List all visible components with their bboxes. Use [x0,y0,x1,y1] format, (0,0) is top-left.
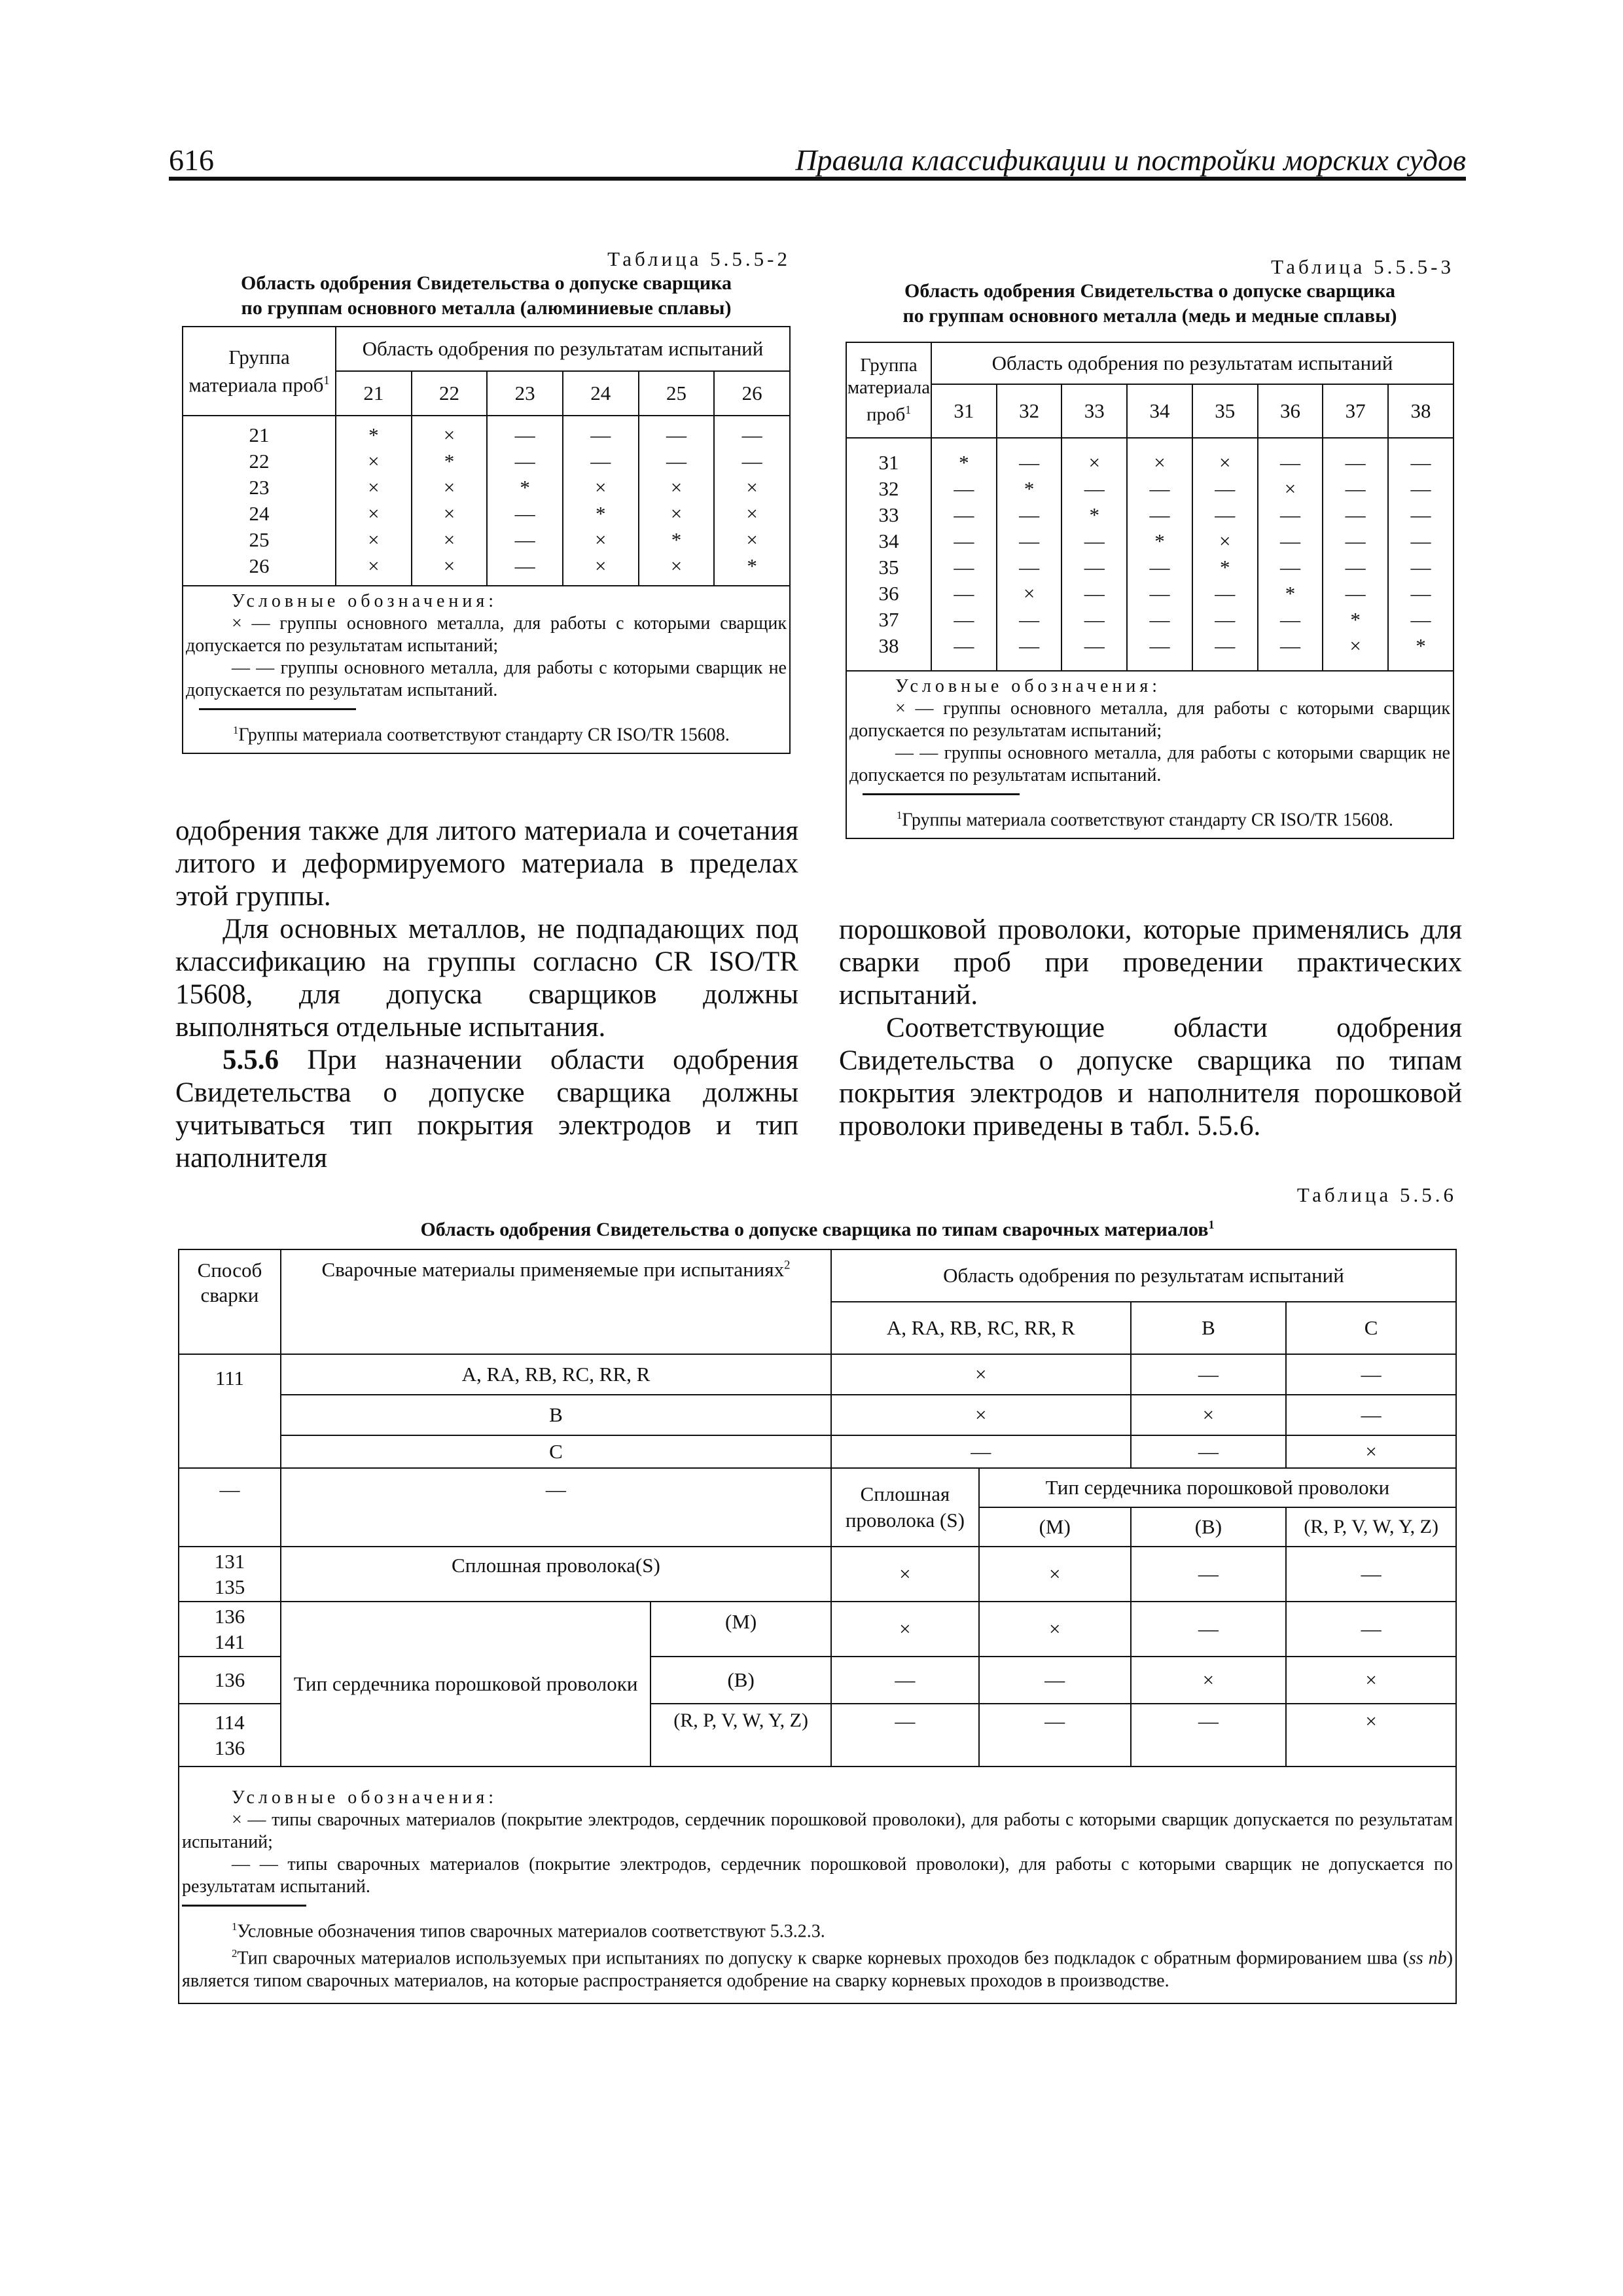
paragraph: Для основных металлов, не подпадающих под классификацию на группы согласно CR ISO/TR 15608, для допуска сварщиков должны выполняться отдельные испытания. [175,914,798,1043]
cell: — [1345,451,1366,474]
method-header: Способ сварки [179,1249,281,1354]
cell: * [368,423,379,446]
cell: × [1131,1657,1287,1704]
cell: * [1219,556,1230,579]
cell: × [670,502,683,525]
cell: — [1084,582,1105,605]
solid-wire-header: Сплошная проволока (S) [831,1468,979,1547]
value-column [714,416,790,586]
cell: — [1286,1395,1456,1435]
cell: * [596,502,606,525]
cell: — [954,556,974,579]
value-column [997,438,1062,671]
group-column [183,416,336,586]
core-sub-m: (M) [651,1602,831,1657]
cell: × [1286,1657,1456,1704]
core-col-rest: (R, P, V, W, Y, Z) [1286,1507,1456,1547]
cell: × [670,554,683,577]
legend-dash: — — группы основного металла, для работы с которыми сварщик не допускается по результатам испытаний. [186,658,787,700]
cell: — [1345,477,1366,500]
cell: — [1410,608,1431,631]
paragraph: одобрения также для литого материала и сочетания литого и деформируемого материала в пределах этой группы. [175,816,798,912]
group-label: 33 [878,503,899,526]
column-header: 36 [1258,384,1323,438]
core-sub-rest: (R, P, V, W, Y, Z) [651,1704,831,1767]
value-column [1192,438,1258,671]
cell: — [1345,556,1366,579]
cell: × [443,476,455,499]
approval-table-copper [846,342,1454,839]
cell: * [520,476,530,499]
group-label: 24 [249,502,270,525]
cell: × [443,502,455,525]
running-title: Правила классификации и постройки морских судов [795,143,1466,177]
cell: — [1286,1547,1456,1602]
cell: × [746,476,758,499]
cell: — [1149,608,1170,631]
cell: × [831,1602,979,1657]
approval-area-header: Область одобрения по результатам испытаний [831,1249,1456,1302]
cell: — [1410,556,1431,579]
cell: * [444,450,455,473]
value-column [931,438,997,671]
paragraph: Соответствующие области одобрения Свидетельства о допуске сварщика по типам покрытия электродов и наполнителя порошковой проволоки приведены в табл. 5.5.6. [839,1013,1462,1141]
value-column [1258,438,1323,671]
group-label: 21 [249,423,270,446]
column-header: 35 [1192,384,1258,438]
method-114-136: 114 136 [179,1704,281,1767]
core-type-label: Тип сердечника порошковой проволоки [281,1602,651,1767]
column-header: 34 [1127,384,1192,438]
sub-materials: — [281,1468,831,1547]
footnote-rule [182,1905,306,1907]
cell: × [1219,529,1231,552]
cell: × [1131,1395,1287,1435]
column-header-row [846,384,1454,438]
cell: × [368,554,380,577]
legend-dash: — — группы основного металла, для работы с которыми сварщик не допускается по результатам испытаний. [849,743,1450,785]
cell: * [1416,634,1426,657]
cell: — [1084,529,1105,552]
group-column [846,438,931,671]
column-header: 38 [1388,384,1454,438]
cell: × [1284,477,1296,500]
cell: — [1279,503,1300,526]
column-header: 23 [487,371,563,416]
cell: × [1349,634,1361,657]
cell: — [954,634,974,657]
cell: × [979,1602,1131,1657]
material-label: A, RA, RB, RC, RR, R [281,1354,831,1395]
cell: — [1084,556,1105,579]
column-header: 26 [714,371,790,416]
cell: — [1345,503,1366,526]
cell: — [1345,529,1366,552]
cell: — [1019,503,1040,526]
cell: — [1279,529,1300,552]
cell: × [1154,451,1166,474]
legend-cross: × — группы основного металла, для работы с которыми сварщик допускается по результатам испытаний; [186,613,787,656]
cell: — [954,477,974,500]
paragraph: порошковой проволоки, которые применялись для сварки проб при проведении практических испытаний. [839,914,1462,1011]
cell: — [1286,1354,1456,1395]
value-column [412,416,488,586]
cell: — [1345,582,1366,605]
group-label: 26 [249,554,270,577]
value-column [336,416,412,586]
cell: × [368,528,380,551]
cell: — [1084,634,1105,657]
cell: — [666,423,687,446]
cell: * [1285,582,1296,605]
core-sub-b: (B) [651,1657,831,1704]
value-column [1323,438,1388,671]
table-5-5-6-block [178,1183,1457,2004]
cell: × [831,1547,979,1602]
cell: — [1019,634,1040,657]
table-caption: Таблица 5.5.5-2 [607,247,791,270]
cell: — [1286,1602,1456,1657]
column-header: 33 [1061,384,1127,438]
cell: — [1410,451,1431,474]
cell: — [1279,556,1300,579]
cell: * [671,528,682,551]
cell: * [1350,608,1361,631]
cell: — [1215,503,1236,526]
cell: × [595,528,607,551]
cell: — [666,450,687,473]
cell: — [954,529,974,552]
group-label: 34 [878,529,899,552]
cell: — [1019,556,1040,579]
cell: * [1154,529,1165,552]
approval-table-consumables [178,1249,1457,2004]
legend-cross: × — группы основного металла, для работы с которыми сварщик допускается по результатам испытаний; [849,698,1450,741]
column-header: 22 [412,371,488,416]
material-label: C [281,1435,831,1468]
materials-header: Сварочные материалы применяемые при испытаниях$^2$ [281,1249,831,1354]
value-column [1388,438,1454,671]
cell: — [1019,529,1040,552]
cell: — [1215,608,1236,631]
group-label: 25 [249,528,270,551]
footnote: $^1$Группы материала соответствуют стандарту CR ISO/TR 15608. [233,724,730,745]
cell: — [1131,1354,1287,1395]
table-legend [846,671,1454,838]
cell: — [1131,1602,1287,1657]
cell: — [1149,477,1170,500]
cell: — [831,1435,1131,1468]
cell: × [443,423,455,446]
page-number: 616 [169,143,214,177]
table-title-line-1: Область одобрения Свидетельства о допуске сварщика [241,272,732,294]
cell: × [979,1547,1131,1602]
method-136: 136 [179,1657,281,1704]
table-title: Область одобрения Свидетельства о допуске сварщика по типам сварочных материалов$^1$ [420,1218,1215,1240]
left-column-text [175,815,798,1175]
cell: × [746,528,758,551]
cell: — [514,502,535,525]
cell: — [590,423,611,446]
core-type-header: Тип сердечника порошковой проволоки [979,1468,1456,1507]
table-5-5-5-2-block [182,247,791,754]
group-label: 22 [249,450,270,473]
table-5-5-5-3-block [846,255,1454,839]
cell: — [954,503,974,526]
span-header: Область одобрения по результатам испытаний [931,342,1454,384]
cell: × [1088,451,1101,474]
cell: × [831,1395,1131,1435]
footnote-rule [199,708,356,710]
cell: — [1279,608,1300,631]
cell: × [1023,582,1035,605]
group-label: 31 [878,451,899,474]
cell: × [368,502,380,525]
cell: — [1131,1547,1287,1602]
legend-cross: × — типы сварочных материалов (покрытие электродов, сердечник порошковой проволоки), для работы с которыми сварщик допускается по результатам испытаний; [182,1810,1453,1852]
table-legend [179,1767,1456,2003]
column-header: 37 [1323,384,1388,438]
value-column [1061,438,1127,671]
legend-heading: Условные обозначения: [895,676,1162,696]
cell: — [1084,477,1105,500]
cell: × [746,502,758,525]
method-131-135: 131 135 [179,1547,281,1602]
column-header: 21 [336,371,412,416]
footnote-rule [863,793,1020,795]
footnote-1: $^1$Условные обозначения типов сварочных материалов соответствуют 5.3.2.3. [232,1920,825,1942]
cell: — [590,450,611,473]
cell: — [1131,1435,1287,1468]
table-title-line-2: по группам основного металла (алюминиевые сплавы) [241,297,732,319]
footnote: $^1$Группы материала соответствуют стандарту CR ISO/TR 15608. [897,809,1393,831]
cell: — [1215,582,1236,605]
cell: — [1410,503,1431,526]
col-header-a: A, RA, RB, RC, RR, R [831,1302,1131,1354]
method-111: 111 [179,1354,281,1468]
cell: — [1019,451,1040,474]
column-header: 25 [639,371,715,416]
table-body-row [183,416,790,586]
core-col-m: (M) [979,1507,1131,1547]
cell: — [741,423,762,446]
group-header: Группа материала проб$^1$ [846,342,931,438]
cell: — [979,1704,1131,1767]
cell: × [595,554,607,577]
cell: * [1089,503,1100,526]
cell: — [1279,634,1300,657]
cell: — [831,1704,979,1767]
group-label: 37 [878,608,899,631]
cell: — [1149,634,1170,657]
value-column [639,416,715,586]
value-column [487,416,563,586]
cell: — [1149,556,1170,579]
sub-method: — [179,1468,281,1547]
cell: — [741,450,762,473]
cell: * [959,451,969,474]
cell: — [1149,503,1170,526]
cell: × [1286,1435,1456,1468]
group-header: Группа материала проб$^1$ [183,327,336,416]
value-column [1127,438,1192,671]
legend-dash: — — типы сварочных материалов (покрытие электродов, сердечник порошковой проволоки), для работы с которыми сварщик не допускается по результатам испытаний. [182,1854,1453,1897]
table-title-line-2: по группам основного металла (медь и медные сплавы) [902,305,1397,327]
cell: * [747,554,757,577]
header-rule [169,177,1466,181]
group-label: 36 [878,582,899,605]
cell: — [1215,634,1236,657]
cell: × [670,476,683,499]
group-label: 32 [878,477,899,500]
cell: * [1024,477,1035,500]
cell: — [514,528,535,551]
cell: — [831,1657,979,1704]
cell: — [514,450,535,473]
legend-heading: Условные обозначения: [232,591,498,611]
material-label: B [281,1395,831,1435]
cell: — [1215,477,1236,500]
cell: — [1279,451,1300,474]
cell: — [954,608,974,631]
table-body-row [846,438,1454,671]
value-column [563,416,639,586]
cell: — [1149,582,1170,605]
col-header-b: B [1131,1302,1287,1354]
cell: — [514,423,535,446]
cell: — [1410,529,1431,552]
column-header: 24 [563,371,639,416]
cell: — [1410,477,1431,500]
approval-table-aluminium [182,326,791,754]
paragraph-5-5-6: 5.5.6 При назначении области одобрения Свидетельства о допуске сварщика должны учитываться тип покрытия электродов и тип наполнителя [175,1045,799,1174]
table-caption: Таблица 5.5.5-3 [1271,255,1454,278]
cell: × [1219,451,1231,474]
cell: — [1084,608,1105,631]
cell: — [954,582,974,605]
group-label: 35 [878,556,899,579]
cell: × [1286,1704,1456,1767]
cell: — [979,1657,1131,1704]
cell: × [368,450,380,473]
cell: — [1410,582,1431,605]
core-col-b: (B) [1131,1507,1287,1547]
cell: — [1131,1704,1287,1767]
cell: × [595,476,607,499]
cell: × [368,476,380,499]
cell: × [443,528,455,551]
solid-wire-row-label: Сплошная проволока(S) [281,1547,831,1602]
group-label: 38 [878,634,899,657]
legend-heading: Условные обозначения: [232,1787,498,1808]
right-column-text [839,914,1462,1143]
table-title-line-1: Область одобрения Свидетельства о допуске сварщика [904,280,1395,302]
table-legend [183,586,790,753]
col-header-c: C [1286,1302,1456,1354]
cell: — [514,554,535,577]
column-header: 31 [931,384,997,438]
group-label: 23 [249,476,270,499]
span-header: Область одобрения по результатам испытаний [336,327,790,371]
footnote-2: $^2$Тип сварочных материалов используемых при испытаниях по допуску к сварке корневых проходов без подкладок с обратным формированием шва (ss nb) является типом сварочных материалов, на которые распространяется одобрение на сварку корневых проходов в производстве. [182,1947,1453,1991]
table-caption: Таблица 5.5.6 [1296,1183,1457,1206]
cell: × [831,1354,1131,1395]
cell: × [443,554,455,577]
column-header: 32 [997,384,1062,438]
cell: — [1019,608,1040,631]
method-136-141: 136 141 [179,1602,281,1657]
